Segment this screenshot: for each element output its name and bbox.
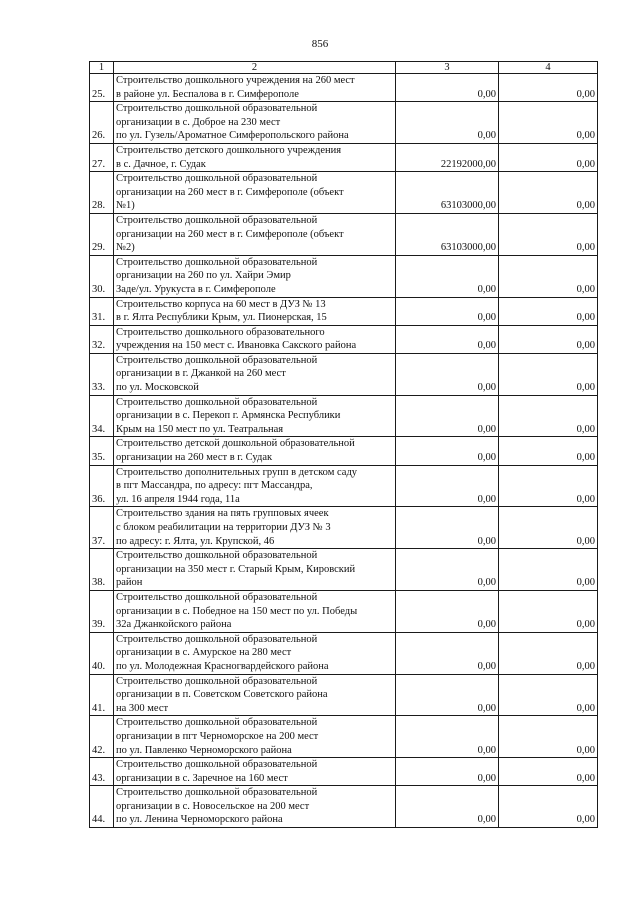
table-body [90, 74, 598, 828]
table-row [90, 632, 598, 674]
amount-col-4: 0,00 [499, 590, 598, 632]
amount-col-4: 0,00 [499, 758, 598, 786]
amount-col-4: 0,00 [499, 325, 598, 353]
row-number: 43. [90, 758, 114, 786]
project-name: Строительство дошкольной образовательной организации в с. Перекоп г. Армянска Республики Крым на 150 мест по ул. Театральная [114, 395, 396, 437]
project-name: Строительство дошкольной образовательной организации в пгт Черноморское на 200 мест по ул. Павленко Черноморского района [114, 716, 396, 758]
table-row [90, 507, 598, 549]
table-row [90, 102, 598, 144]
table-row [90, 716, 598, 758]
project-name: Строительство дошкольной образовательной организации на 350 мест г. Старый Крым, Кировский район [114, 549, 396, 591]
amount-col-3: 0,00 [396, 395, 499, 437]
project-name: Строительство детской дошкольной образовательной организации на 260 мест в г. Судак [114, 437, 396, 465]
table-row [90, 590, 598, 632]
row-number: 33. [90, 353, 114, 395]
amount-col-4: 0,00 [499, 632, 598, 674]
project-name: Строительство здания на пять групповых ячеек с блоком реабилитации на территории ДУЗ № 3 по адресу: г. Ялта, ул. Крупской, 46 [114, 507, 396, 549]
project-name: Строительство дошкольной образовательной организации на 260 мест в г. Симферополе (объект №1) [114, 172, 396, 214]
header-col-2: 2 [114, 62, 396, 74]
amount-col-3: 0,00 [396, 437, 499, 465]
table-row [90, 325, 598, 353]
table-row [90, 465, 598, 507]
header-row [90, 62, 598, 74]
project-name: Строительство детского дошкольного учреждения в с. Дачное, г. Судак [114, 143, 396, 171]
row-number: 29. [90, 213, 114, 255]
row-number: 25. [90, 74, 114, 102]
amount-col-4: 0,00 [499, 255, 598, 297]
amount-col-3: 0,00 [396, 255, 499, 297]
amount-col-3: 0,00 [396, 786, 499, 828]
project-name: Строительство дошкольной образовательной организации на 260 мест в г. Симферополе (объект №2) [114, 213, 396, 255]
amount-col-4: 0,00 [499, 465, 598, 507]
row-number: 32. [90, 325, 114, 353]
amount-col-4: 0,00 [499, 674, 598, 716]
project-name: Строительство дошкольной образовательной организации в с. Амурское на 280 мест по ул. Молодежная Красногвардейского района [114, 632, 396, 674]
project-name: Строительство дошкольной образовательной организации в с. Доброе на 230 мест по ул. Гузель/Ароматное Симферопольского района [114, 102, 396, 144]
project-name: Строительство дошкольного образовательного учреждения на 150 мест с. Ивановка Сакского района [114, 325, 396, 353]
amount-col-4: 0,00 [499, 172, 598, 214]
amount-col-3: 63103000,00 [396, 213, 499, 255]
table-row [90, 255, 598, 297]
row-number: 28. [90, 172, 114, 214]
row-number: 37. [90, 507, 114, 549]
amount-col-3: 0,00 [396, 465, 499, 507]
amount-col-4: 0,00 [499, 549, 598, 591]
budget-table [89, 61, 598, 828]
table-row [90, 549, 598, 591]
amount-col-3: 0,00 [396, 549, 499, 591]
table-row [90, 395, 598, 437]
table-row [90, 74, 598, 102]
project-name: Строительство дополнительных групп в детском саду в пгт Массандра, по адресу: пгт Массандра, ул. 16 апреля 1944 года, 11а [114, 465, 396, 507]
row-number: 39. [90, 590, 114, 632]
row-number: 42. [90, 716, 114, 758]
table-row [90, 674, 598, 716]
table-row [90, 172, 598, 214]
amount-col-3: 0,00 [396, 758, 499, 786]
amount-col-3: 0,00 [396, 716, 499, 758]
table-row [90, 353, 598, 395]
row-number: 31. [90, 297, 114, 325]
row-number: 40. [90, 632, 114, 674]
table-header [90, 62, 598, 74]
row-number: 44. [90, 786, 114, 828]
project-name: Строительство дошкольной образовательной организации в г. Джанкой на 260 мест по ул. Московской [114, 353, 396, 395]
amount-col-4: 0,00 [499, 213, 598, 255]
header-col-4: 4 [499, 62, 598, 74]
project-name: Строительство дошкольной образовательной организации в п. Советском Советского района на 300 мест [114, 674, 396, 716]
amount-col-3: 0,00 [396, 353, 499, 395]
project-name: Строительство корпуса на 60 мест в ДУЗ № 13 в г. Ялта Республики Крым, ул. Пионерская, 15 [114, 297, 396, 325]
amount-col-4: 0,00 [499, 395, 598, 437]
amount-col-3: 0,00 [396, 74, 499, 102]
table-row [90, 143, 598, 171]
amount-col-3: 0,00 [396, 325, 499, 353]
row-number: 38. [90, 549, 114, 591]
project-name: Строительство дошкольной образовательной организации на 260 по ул. Хайри Эмир Заде/ул. Урукуста в г. Симферополе [114, 255, 396, 297]
amount-col-3: 0,00 [396, 590, 499, 632]
amount-col-3: 0,00 [396, 297, 499, 325]
table-row [90, 213, 598, 255]
header-col-3: 3 [396, 62, 499, 74]
row-number: 41. [90, 674, 114, 716]
amount-col-3: 63103000,00 [396, 172, 499, 214]
table-row [90, 437, 598, 465]
table-row [90, 786, 598, 828]
amount-col-3: 0,00 [396, 674, 499, 716]
amount-col-3: 22192000,00 [396, 143, 499, 171]
row-number: 26. [90, 102, 114, 144]
amount-col-4: 0,00 [499, 74, 598, 102]
amount-col-3: 0,00 [396, 102, 499, 144]
header-col-1: 1 [90, 62, 114, 74]
project-name: Строительство дошкольной образовательной организации в с. Заречное на 160 мест [114, 758, 396, 786]
row-number: 35. [90, 437, 114, 465]
table-row [90, 297, 598, 325]
amount-col-4: 0,00 [499, 437, 598, 465]
amount-col-3: 0,00 [396, 632, 499, 674]
project-name: Строительство дошкольного учреждения на 260 мест в районе ул. Беспалова в г. Симферополе [114, 74, 396, 102]
amount-col-4: 0,00 [499, 507, 598, 549]
table-row [90, 758, 598, 786]
row-number: 36. [90, 465, 114, 507]
amount-col-4: 0,00 [499, 102, 598, 144]
amount-col-4: 0,00 [499, 786, 598, 828]
row-number: 34. [90, 395, 114, 437]
amount-col-3: 0,00 [396, 507, 499, 549]
project-name: Строительство дошкольной образовательной организации в с. Победное на 150 мест по ул. Победы 32а Джанкойского района [114, 590, 396, 632]
project-name: Строительство дошкольной образовательной организации в с. Новосельское на 200 мест по ул. Ленина Черноморского района [114, 786, 396, 828]
row-number: 30. [90, 255, 114, 297]
row-number: 27. [90, 143, 114, 171]
page-number: 856 [311, 38, 329, 50]
amount-col-4: 0,00 [499, 716, 598, 758]
amount-col-4: 0,00 [499, 353, 598, 395]
amount-col-4: 0,00 [499, 297, 598, 325]
amount-col-4: 0,00 [499, 143, 598, 171]
